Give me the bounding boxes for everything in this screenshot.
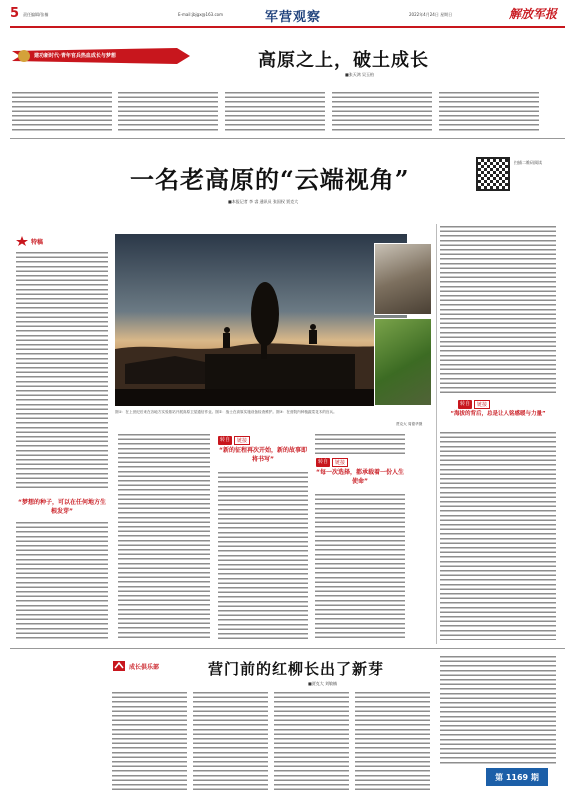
bottom-byline: ■贾克大 刘敏楠 (308, 681, 338, 686)
link-badge-5: 转自 (460, 401, 471, 407)
mid-col-text-2 (218, 472, 308, 640)
banner-body (12, 92, 565, 134)
link-tag-1 (218, 436, 250, 445)
link-badge-4: 链接 (332, 458, 348, 467)
link-badge: 转自 (220, 437, 231, 443)
mid-col-text-1 (118, 434, 210, 639)
club-icon (112, 660, 126, 672)
bottom-series-label: 成长俱乐部 (129, 663, 160, 671)
bottom-headline: 营门前的红柳长出了新芽 (208, 660, 385, 678)
page-number: 5 (10, 6, 20, 21)
feature-tag (16, 236, 43, 246)
section-editor: 责任编辑/张楠 (23, 12, 49, 17)
banner-headline: 高原之上，破土成长 (258, 50, 429, 71)
pullquote-3: “每一次选择，都承载着一份人生使命” (316, 469, 404, 485)
link-badge-2: 链接 (234, 436, 250, 445)
masthead-logo: 解放军报 (509, 7, 558, 21)
photo-credit: 贾克大 周德华摄 (396, 422, 423, 426)
left-col-text-2 (16, 522, 108, 640)
main-headline: 一名老高原的“云端视角” (130, 165, 410, 194)
column-rule (436, 224, 437, 644)
header-rule (10, 26, 565, 28)
bottom-col-1 (112, 692, 187, 790)
bottom-col-4 (355, 692, 430, 790)
banner-divider (10, 138, 565, 139)
link-badge-3: 转自 (318, 459, 329, 465)
editor-email: E-mail:jbjgx@163.com (178, 12, 224, 17)
issue-badge (486, 768, 548, 786)
main-photo (115, 234, 407, 406)
bottom-series (112, 660, 159, 672)
star-icon (16, 236, 28, 246)
right-col-text-2 (440, 432, 556, 640)
link-tag-2 (316, 458, 348, 467)
qr-code[interactable] (476, 157, 510, 191)
series-title: 建功新时代·青年官兵热血成长与梦想 (34, 53, 116, 59)
pullquote-4: “海拔的背后，总是让人铭感暖与力量” (450, 411, 546, 417)
inset-photo-plants (374, 318, 432, 406)
feature-tag-label: 特稿 (31, 238, 44, 246)
series-ribbon (12, 46, 190, 66)
bottom-col-3 (274, 692, 349, 790)
right-col-text-1 (440, 226, 556, 396)
issue-number: 第 1169 期 (495, 772, 539, 782)
main-byline: ■本报记者 李 睿 通讯员 张国权 贾克大 (228, 199, 299, 204)
left-col-text-1 (16, 252, 108, 490)
section-title: 军营观察 (265, 10, 322, 25)
pullquote-1: “梦想的种子，可以在任何地方生根发芽” (18, 499, 106, 515)
banner-byline: ■张天鸿 吴玉柏 (345, 72, 375, 77)
bottom-col-2 (193, 692, 268, 790)
pullquote-2: “新的征程再次开始，新的故事即将书写” (219, 447, 307, 463)
issue-date: 2022年4月24日 星期日 (409, 12, 453, 17)
qr-label: 扫描二维码阅读 (514, 160, 542, 165)
sky-scene (115, 234, 407, 406)
link-badge-6: 链接 (474, 400, 490, 409)
inset-photo-soldier (374, 243, 432, 315)
bottom-col-5 (440, 656, 556, 764)
photo-caption: 图①：在上世纪后来在各地方实验基站开展高原卫星通信作业。图②：战士在高原实施设备检查维护。图③：在营院内种植蔬菜花木的官兵。 (115, 410, 337, 414)
link-tag-3 (458, 400, 490, 409)
mid-col-text-3 (315, 434, 405, 454)
mid-col-text-4 (315, 494, 405, 640)
bottom-divider (10, 648, 565, 649)
page-header (10, 6, 565, 26)
